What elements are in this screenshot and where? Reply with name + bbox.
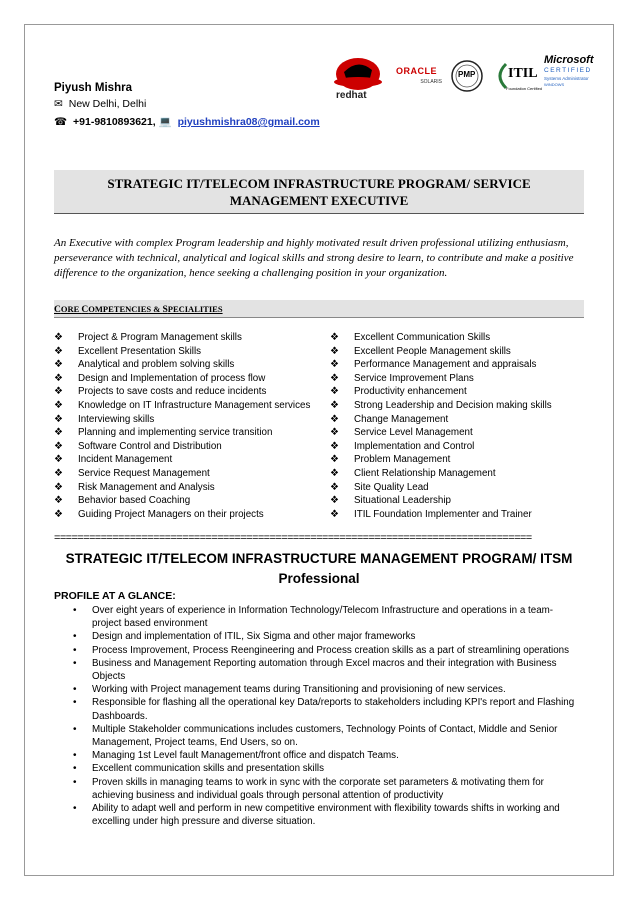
list-item [330, 385, 552, 399]
professional-summary: An Executive with complex Program leadership and highly motivated result driven professional utilizing enthusiasm, perseverance with technical, analytical and logical skills and strong desire to learn, to contribute and make a positive difference to the organization, hence seeking a challenging position in your organization. [54, 237, 574, 279]
diamond-bullet-icon: ❖ [54, 440, 63, 452]
oracle-sub: SOLARIS [420, 79, 442, 85]
list-item [54, 413, 310, 427]
list-item-text: Strong Leadership and Decision making skills [354, 399, 552, 411]
itil-sub: Foundation Certified [506, 86, 543, 91]
list-item-text: Business and Management Reporting automation through Excel macros and their integration with Business Objects [92, 657, 557, 683]
diamond-bullet-icon: ❖ [330, 386, 339, 398]
list-item-text: Service Improvement Plans [354, 372, 474, 384]
diamond-bullet-icon: ❖ [54, 454, 63, 466]
diamond-bullet-icon: ❖ [54, 508, 63, 520]
list-item [330, 508, 552, 522]
diamond-bullet-icon: ❖ [330, 495, 339, 507]
diamond-bullet-icon: ❖ [54, 399, 63, 411]
microsoft-logo [544, 54, 604, 87]
email-link[interactable]: piyushmishra08@gmail.com [177, 116, 320, 128]
bullet-icon: • [73, 644, 77, 656]
list-item [70, 683, 582, 696]
candidate-name: Piyush Mishra [54, 82, 132, 94]
headline-line-2: MANAGEMENT EXECUTIVE [229, 193, 409, 208]
computer-icon: 💻 [158, 116, 172, 128]
pmp-text: PMP [458, 70, 476, 79]
diamond-bullet-icon: ❖ [54, 495, 63, 507]
list-item [54, 440, 310, 454]
diamond-bullet-icon: ❖ [54, 481, 63, 493]
list-item [330, 467, 552, 481]
list-item [330, 453, 552, 467]
microsoft-sub2: WINDOWS [544, 82, 565, 87]
bullet-icon: • [73, 684, 77, 696]
list-item [54, 494, 310, 508]
list-item [54, 345, 310, 359]
itil-logo [494, 62, 543, 96]
list-item-text: Situational Leadership [354, 495, 451, 507]
list-item [54, 481, 310, 495]
list-item-text: Analytical and problem solving skills [78, 359, 235, 371]
list-item [70, 696, 582, 722]
headline-box [54, 170, 584, 214]
list-item [54, 399, 310, 413]
diamond-bullet-icon: ❖ [54, 413, 63, 425]
diamond-bullet-icon: ❖ [330, 359, 339, 371]
list-item [70, 657, 582, 683]
diamond-bullet-icon: ❖ [330, 440, 339, 452]
list-item-text: ITIL Foundation Implementer and Trainer [354, 508, 532, 520]
section-heading-line-2: Professional [278, 571, 360, 586]
list-item [54, 453, 310, 467]
list-item [330, 345, 552, 359]
certification-logos [332, 52, 602, 108]
location-text: New Delhi, Delhi [68, 98, 147, 110]
section-heading-line-1: STRATEGIC IT/TELECOM INFRASTRUCTURE MANAGEMENT PROGRAM/ ITSM [65, 551, 573, 566]
list-item [54, 508, 310, 522]
list-item [330, 494, 552, 508]
oracle-logo [396, 66, 442, 85]
bullet-icon: • [73, 605, 77, 616]
list-item-text: Risk Management and Analysis [78, 481, 215, 493]
list-item-text: Site Quality Lead [354, 481, 429, 493]
diamond-bullet-icon: ❖ [330, 332, 339, 343]
list-item-text: Over eight years of experience in Information Technology/Telecom Infrastructure and operations in a team-project based environment [92, 605, 554, 630]
redhat-wordmark: redhat [336, 90, 367, 101]
competencies-right-list [330, 331, 552, 521]
diamond-bullet-icon: ❖ [330, 467, 339, 479]
diamond-bullet-icon: ❖ [330, 372, 339, 384]
diamond-bullet-icon: ❖ [330, 454, 339, 466]
list-item [70, 644, 582, 657]
diamond-bullet-icon: ❖ [54, 427, 63, 439]
list-item-text: Design and implementation of ITIL, Six Sigma and other major frameworks [92, 631, 416, 643]
list-item-text: Change Management [354, 413, 449, 425]
list-item [70, 723, 582, 749]
list-item [330, 413, 552, 427]
list-item [330, 358, 552, 372]
oracle-wordmark: ORACLE [396, 66, 437, 76]
list-item-text: Projects to save costs and reduce incidents [78, 386, 267, 398]
list-item-text: Excellent Communication Skills [354, 332, 491, 343]
diamond-bullet-icon: ❖ [54, 359, 63, 371]
list-item [70, 604, 582, 630]
bullet-icon: • [73, 750, 77, 762]
bullet-icon: • [73, 763, 77, 775]
list-item-text: Knowledge on IT Infrastructure Management services [78, 399, 311, 411]
list-item-text: Productivity enhancement [354, 386, 467, 398]
list-item [54, 372, 310, 386]
list-item-text: Incident Management [78, 454, 173, 466]
list-item [54, 331, 310, 345]
microsoft-sub: Systems Administrator [544, 76, 589, 81]
diamond-bullet-icon: ❖ [54, 332, 63, 343]
list-item [70, 802, 582, 828]
list-item-text: Working with Project management teams during Transitioning and provisioning of new services. [92, 684, 506, 696]
list-item-text: Excellent People Management skills [354, 345, 511, 357]
list-item-text: Service Level Management [354, 427, 473, 439]
bullet-icon: • [73, 776, 77, 788]
headline-line-1: STRATEGIC IT/TELECOM INFRASTRUCTURE PROGRAM/ SERVICE [107, 176, 531, 191]
diamond-bullet-icon: ❖ [330, 413, 339, 425]
phone-number: +91-9810893621, [73, 116, 156, 128]
list-item-text: Excellent communication skills and presentation skills [92, 763, 324, 775]
section-heading [54, 549, 584, 589]
list-item-text: Responsible for flashing all the operational key Data/reports to stakeholders including KPI's report and Flashing Dashboards. [92, 697, 575, 722]
list-item-text: Ability to adapt well and perform in new competitive environment with flexibility towards shifts in working and excelling under high pressure and diverse situation. [92, 803, 560, 828]
list-item [330, 399, 552, 413]
profile-list [70, 604, 582, 828]
list-item-text: Implementation and Control [354, 440, 475, 452]
list-item-text: Multiple Stakeholder communications includes customers, Technology Points of Contact, Middle and Senior Management, Project teams, End Users, so on. [92, 723, 558, 749]
list-item-text: Process Improvement, Process Reengineering and Process creation skills as a part of streamlining operations [92, 644, 570, 656]
location-line [54, 98, 146, 110]
microsoft-wordmark: Microsoft [544, 54, 594, 66]
microsoft-certified: CERTIFIED [544, 67, 592, 74]
list-item-text: Problem Management [354, 454, 451, 466]
competencies-heading: CORE COMPETENCIES & SPECIALITIES [54, 300, 584, 318]
diamond-bullet-icon: ❖ [330, 399, 339, 411]
list-item-text: Proven skills in managing teams to work in sync with the corporate set parameters & motivating them for achieving business and individual goals through personal attention of productivity [92, 776, 544, 801]
list-item-text: Design and Implementation of process flow [78, 372, 266, 384]
list-item-text: Behavior based Coaching [78, 495, 191, 507]
list-item-text: Software Control and Distribution [78, 440, 222, 452]
list-item-text: Guiding Project Managers on their projects [78, 508, 264, 520]
list-item [54, 358, 310, 372]
diamond-bullet-icon: ❖ [54, 345, 63, 357]
itil-text: ITIL [508, 66, 538, 81]
bullet-icon: • [73, 631, 77, 643]
list-item-text: Client Relationship Management [354, 467, 496, 479]
list-item-text: Managing 1st Level fault Management/front office and dispatch Teams. [92, 750, 399, 762]
list-item [70, 776, 582, 802]
list-item [70, 762, 582, 775]
list-item [330, 331, 552, 345]
list-item [54, 426, 310, 440]
diamond-bullet-icon: ❖ [330, 427, 339, 439]
diamond-bullet-icon: ❖ [330, 508, 339, 520]
contact-line [54, 115, 320, 128]
list-item [54, 385, 310, 399]
diamond-bullet-icon: ❖ [54, 467, 63, 479]
bullet-icon: • [73, 657, 77, 669]
list-item [330, 440, 552, 454]
list-item-text: Interviewing skills [78, 413, 155, 425]
bullet-icon: • [73, 697, 77, 709]
list-item [330, 426, 552, 440]
list-item-text: Service Request Management [78, 467, 210, 479]
bullet-icon: • [73, 723, 77, 735]
bullet-icon: • [73, 803, 77, 815]
diamond-bullet-icon: ❖ [54, 386, 63, 398]
list-item [70, 630, 582, 643]
list-item-text: Project & Program Management skills [78, 332, 242, 343]
diamond-bullet-icon: ❖ [330, 345, 339, 357]
separator-line: ================================================================================== [54, 532, 532, 544]
list-item-text: Planning and implementing service transition [78, 427, 273, 439]
diamond-bullet-icon: ❖ [54, 372, 63, 384]
envelope-icon: ✉ [54, 98, 63, 110]
list-item-text: Excellent Presentation Skills [78, 345, 202, 357]
profile-heading: PROFILE AT A GLANCE: [54, 590, 176, 602]
diamond-bullet-icon: ❖ [330, 481, 339, 493]
list-item [330, 481, 552, 495]
phone-icon: ☎ [54, 116, 68, 128]
list-item [70, 749, 582, 762]
redhat-logo [332, 52, 388, 104]
competencies-left-list [54, 331, 310, 521]
list-item-text: Performance Management and appraisals [354, 359, 537, 371]
list-item [330, 372, 552, 386]
list-item [54, 467, 310, 481]
pmp-logo [450, 58, 484, 94]
